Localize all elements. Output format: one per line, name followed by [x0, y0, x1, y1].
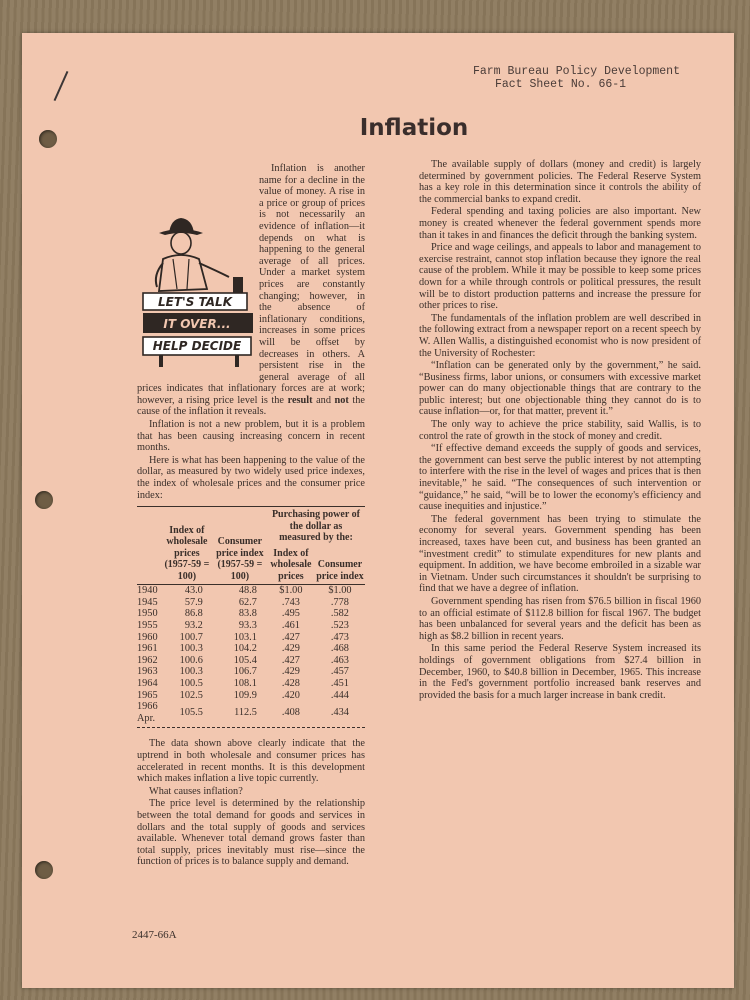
table-cell-c: 105.4	[233, 654, 257, 666]
cartoon-text-3: HELP DECIDE	[152, 339, 242, 353]
header-wholesale-index: Index of wholesale prices (1957-59 = 100)	[164, 524, 210, 582]
table-cell-pc: .778	[330, 596, 349, 608]
table-cell-pw: .429	[281, 643, 300, 655]
table-row	[137, 620, 365, 632]
table-cell-year: 1955	[137, 620, 158, 631]
table-row	[137, 608, 365, 620]
right-column	[419, 159, 701, 702]
table-row	[137, 678, 365, 690]
table-cell-w: 100.3	[179, 643, 203, 655]
table-cell-year: 1966 Apr.	[137, 701, 158, 724]
table-cell-w: 43.0	[184, 585, 203, 597]
left-paragraph-3: Here is what has been happening to the value of the dollar, as measured by two widely used price indexes, the index of wholesale prices and the consumer price index:	[137, 454, 365, 501]
cartoon-text-1: LET'S TALK	[157, 295, 233, 309]
header-consumer-index: Consumer price index (1957-59 = 100)	[216, 536, 264, 582]
table-cell-year: 1964	[137, 677, 158, 689]
table-cell-c: 106.7	[233, 666, 257, 678]
table-cell-year: 1960	[137, 631, 158, 643]
table-row	[137, 666, 365, 678]
table-cell-w: 102.5	[179, 689, 203, 701]
table-cell-c: 109.9	[233, 689, 257, 701]
table-cell-year: 1945	[137, 596, 158, 608]
table-cell-pw: .428	[281, 677, 300, 689]
left-column	[137, 163, 365, 869]
right-paragraph-5: “Inflation can be generated only by the government,” he said. “Business firms, labor unions, or consumers with excessive market power can do many objectionable things that are contrary to the public interest; but one objectionable thing they cannot do is to cause inflation—or, for that matter, prevent it.”	[419, 360, 701, 418]
fact-sheet-page	[22, 33, 734, 988]
header-pp-consumer: Consumer price index	[316, 559, 364, 582]
table-cell-pc: .582	[330, 608, 349, 620]
left-paragraph-5: What causes inflation?	[149, 785, 243, 797]
right-paragraph-2: Federal spending and taxing policies are also important. New money is created whenever the federal government spends more than it takes in and finances the deficit through the banking system.	[419, 206, 701, 241]
table-cell-w: 86.8	[184, 608, 203, 620]
table-cell-pw: .461	[281, 620, 300, 631]
table-cell-pc: .457	[330, 666, 349, 678]
header-purchasing-power: Purchasing power of the dollar as measured by the:	[271, 509, 360, 544]
price-index-table-body	[137, 585, 365, 725]
cartoon-text-2: IT OVER...	[163, 317, 231, 331]
right-paragraph-8: The federal government has been trying to stimulate the economy for several years. Government spending has been increased, taxes have been cut, and business has been granted an “investment credit” to stimulate expenditures for new plants and equipment. In addition, we have become embroiled in a sizable war in Vietnam. Under such circumstances it shouldn't be surprising to find that we have a degree of inflation.	[419, 513, 701, 595]
pencil-mark	[54, 71, 69, 101]
farmer-cartoon-icon	[137, 167, 255, 375]
table-cell-pc: .523	[330, 620, 349, 631]
table-cell-w: 100.3	[179, 666, 203, 678]
header-line-2: Fact Sheet No. 66-1	[494, 78, 627, 91]
farmer-cartoon	[137, 167, 255, 375]
table-cell-c: 104.2	[233, 643, 257, 655]
table-cell-pc: .468	[330, 643, 349, 655]
table-cell-pw: .427	[281, 654, 300, 666]
table-cell-pw: .743	[281, 596, 300, 608]
table-cell-c: 108.1	[233, 677, 257, 689]
table-cell-year: 1940	[137, 585, 158, 597]
document-header	[473, 65, 680, 91]
table-cell-pw: .429	[281, 666, 300, 678]
left-paragraph-6: The price level is determined by the relationship between the total demand for goods and services in dollars and the total supply of goods and services available. Whenever total demand grows faster than total supply, prices inevitably must rise—since the function of prices is to balance supply and demand.	[137, 798, 365, 868]
table-cell-year: 1962	[137, 654, 158, 666]
table-cell-pc: .451	[330, 677, 349, 689]
header-pp-wholesale: Index of wholesale prices	[270, 547, 312, 582]
table-cell-w: 100.7	[179, 631, 203, 643]
header-line-1: Farm Bureau Policy Development	[472, 65, 680, 78]
table-cell-w: 100.5	[179, 677, 203, 689]
table-row	[137, 655, 365, 667]
right-paragraph-6: The only way to achieve the price stability, said Wallis, is to control the rate of growth in the stock of money and credit.	[419, 419, 701, 442]
right-paragraph-7: “If effective demand exceeds the supply of goods and services, the government can best serve the public interest by not attempting to interfere with the rise in the level of wages and prices that is then inevitable,” he said. “The consequences of such intervention or “guidance,” he said, “will be to lower the economy's efficiency and cause inequities and injustice.”	[419, 443, 701, 513]
table-cell-pw: .427	[281, 631, 300, 643]
table-row	[137, 643, 365, 655]
table-cell-pc: $1.00	[328, 585, 352, 597]
table-cell-c: 48.8	[238, 585, 257, 597]
table-cell-pc: .473	[330, 631, 349, 643]
table-row	[137, 597, 365, 609]
table-cell-c: 83.8	[238, 608, 257, 620]
table-cell-w: 105.5	[179, 706, 203, 718]
table-cell-pc: .463	[330, 654, 349, 666]
table-cell-c: 93.3	[238, 620, 257, 631]
left-paragraph-2: Inflation is not a new problem, but it is a problem that has been causing increasing concern in recent months.	[137, 419, 365, 454]
table-cell-c: 103.1	[233, 631, 257, 643]
table-cell-c: 62.7	[238, 596, 257, 608]
left-paragraph-4: The data shown above clearly indicate that the uptrend in both wholesale and consumer prices has accelerated in recent months. It is this development which makes inflation a live topic currently.	[137, 738, 365, 785]
price-index-table	[137, 506, 365, 724]
binder-hole-middle	[35, 491, 53, 509]
table-cell-w: 57.9	[184, 596, 203, 608]
table-row	[137, 690, 365, 702]
table-cell-w: 93.2	[184, 620, 203, 631]
right-paragraph-9: Government spending has risen from $76.5 billion in fiscal 1960 to an official estimate of $112.8 billion for fiscal 1967. The budget has been unbalanced for several years and the deficit has been as high as $8.2 billion in recent years.	[419, 595, 701, 642]
table-bottom-rule	[137, 727, 365, 728]
table-cell-year: 1961	[137, 643, 158, 655]
table-cell-pw: .420	[281, 689, 300, 701]
table-cell-w: 100.6	[179, 654, 203, 666]
right-paragraph-3: Price and wage ceilings, and appeals to labor and management to exercise restraint, cannot stop inflation because they ignore the real cause of the problem. While it may be possible to keep some prices down for a while through controls or political pressures, the result will be to distort production patterns and increase the pressure for other prices to rise.	[419, 242, 701, 312]
right-paragraph-4: The fundamentals of the inflation problem are well described in the following extract from a newspaper report on a recent speech by W. Allen Wallis, a distinguished economist who is now president of the University of Rochester:	[419, 312, 701, 359]
table-row	[137, 585, 365, 597]
document-code: 2447-66A	[132, 929, 177, 941]
table-row	[137, 632, 365, 644]
right-paragraph-1: The available supply of dollars (money and credit) is largely determined by government policies. The Federal Reserve System has a key role in this determination since it controls the ability of the commercial banks to expand credit.	[419, 159, 701, 205]
table-cell-year: 1965	[137, 689, 158, 701]
table-cell-c: 112.5	[234, 706, 257, 718]
table-cell-pw: .408	[281, 706, 300, 718]
table-cell-pc: .434	[330, 706, 349, 718]
page-title: Inflation	[359, 115, 469, 141]
table-cell-year: 1950	[137, 608, 158, 620]
right-paragraph-10: In this same period the Federal Reserve System increased its holdings of government obligations from $27.4 billion in December, 1960, to $40.8 billion in December, 1965. This increase in the Fed's government portfolio increased bank reserves and provided the basis for a much larger increase in bank credit.	[419, 643, 701, 701]
table-cell-year: 1963	[137, 666, 158, 678]
binder-hole-bottom	[35, 861, 53, 879]
table-cell-pw: .495	[281, 608, 300, 620]
table-row	[137, 701, 365, 724]
left-paragraph-1: Inflation is another name for a decline in the value of money. A rise in a price or group of prices is not necessarily an evidence of inflation—it depends on what is happening to the general average of all prices. Under a market system prices are constantly changing; however, in the absence of inflationary conditions, increases in some prices will be offset by decreases in others. A persistent rise in the general average of all prices indicates that inflationary forces are at work; however, a rising price level is the result and not the cause of the inflation it reveals.	[137, 163, 366, 418]
table-cell-pc: .444	[330, 689, 349, 701]
table-cell-pw: $1.00	[279, 585, 303, 597]
